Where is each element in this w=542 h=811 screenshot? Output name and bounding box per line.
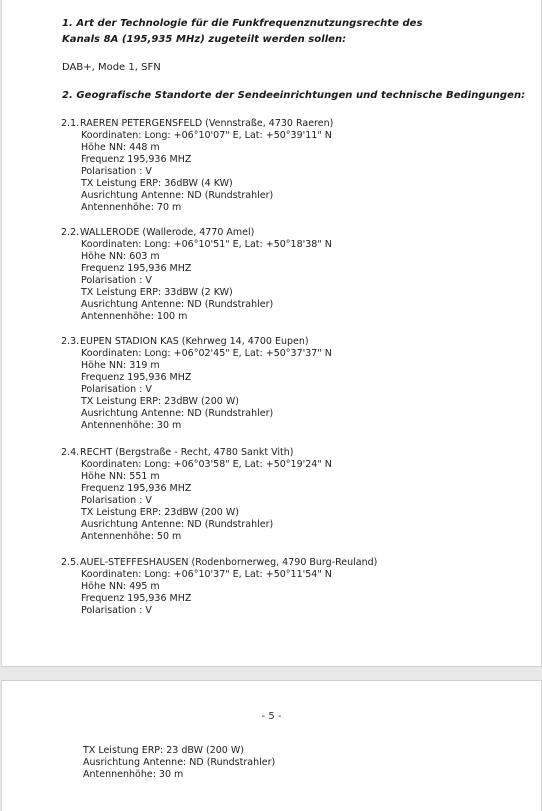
- location-title: [61, 227, 332, 239]
- tx-power: TX Leistung ERP: 23dBW (200 W): [81, 396, 239, 407]
- antenna-direction: Ausrichtung Antenne: ND (Rundstrahler): [83, 757, 276, 768]
- polarisation: Polarisation : V: [81, 605, 152, 616]
- antenna-direction: Ausrichtung Antenne: ND (Rundstrahler): [81, 408, 274, 419]
- frequency: Frequenz 195,936 MHZ: [81, 263, 192, 274]
- section-heading-2: 2. Geografische Standorte der Sendeeinrichtungen und technische Bedingungen:: [62, 90, 526, 101]
- technology-value: DAB+, Mode 1, SFN: [62, 62, 161, 73]
- antenna-height: Antennenhöhe: 70 m: [81, 202, 182, 213]
- height-nn: Höhe NN: 319 m: [81, 360, 160, 371]
- page-number: - 5 -: [261, 711, 282, 722]
- polarisation: Polarisation : V: [81, 275, 152, 286]
- coordinates: Koordinaten: Long: +06°02'45" E, Lat: +50°37'37" N: [81, 348, 332, 359]
- section-heading-1: 1. Art der Technologie für die Funkfrequenznutzungsrechte des Kanals 8A (195,935 MHz) zugeteilt werden sollen:: [62, 18, 423, 45]
- location-number: 2.1.: [61, 118, 80, 129]
- location-block-2-4: [61, 447, 332, 543]
- coordinates: Koordinaten: Long: +06°10'07" E, Lat: +50°39'11" N: [81, 130, 332, 141]
- location-name: AUEL-STEFFESHAUSEN (Rodenbornerweg, 4790 Burg-Reuland): [80, 557, 378, 568]
- document-page-4: [1, 0, 542, 667]
- polarisation: Polarisation : V: [81, 495, 152, 506]
- location-block-2-3: [61, 336, 332, 432]
- tx-power: TX Leistung ERP: 23dBW (200 W): [81, 507, 239, 518]
- location-title: [61, 447, 332, 459]
- location-block-2-5-continued: [83, 745, 275, 781]
- coordinates: Koordinaten: Long: +06°03'58" E, Lat: +50°19'24" N: [81, 459, 332, 470]
- location-name: EUPEN STADION KAS (Kehrweg 14, 4700 Eupen): [80, 336, 309, 347]
- antenna-direction: Ausrichtung Antenne: ND (Rundstrahler): [81, 299, 274, 310]
- antenna-direction: Ausrichtung Antenne: ND (Rundstrahler): [81, 519, 274, 530]
- document-page-5: [1, 680, 542, 811]
- location-block-2-1: [61, 118, 333, 214]
- polarisation: Polarisation : V: [81, 166, 152, 177]
- frequency: Frequenz 195,936 MHZ: [81, 593, 192, 604]
- location-title: [61, 557, 377, 569]
- location-name: RECHT (Bergstraße - Recht, 4780 Sankt Vith): [80, 447, 294, 458]
- location-title: [61, 118, 333, 130]
- tx-power: TX Leistung ERP: 36dBW (4 KW): [81, 178, 233, 189]
- frequency: Frequenz 195,936 MHZ: [81, 372, 192, 383]
- height-nn: Höhe NN: 448 m: [81, 142, 160, 153]
- location-number: 2.2.: [61, 227, 80, 238]
- antenna-direction: Ausrichtung Antenne: ND (Rundstrahler): [81, 190, 274, 201]
- antenna-height: Antennenhöhe: 100 m: [81, 311, 188, 322]
- frequency: Frequenz 195,936 MHZ: [81, 483, 192, 494]
- tx-power: TX Leistung ERP: 23 dBW (200 W): [83, 745, 244, 756]
- location-number: 2.4.: [61, 447, 80, 458]
- height-nn: Höhe NN: 603 m: [81, 251, 160, 262]
- height-nn: Höhe NN: 551 m: [81, 471, 160, 482]
- frequency: Frequenz 195,936 MHZ: [81, 154, 192, 165]
- antenna-height: Antennenhöhe: 30 m: [81, 420, 182, 431]
- antenna-height: Antennenhöhe: 30 m: [83, 769, 184, 780]
- location-name: WALLERODE (Wallerode, 4770 Amel): [80, 227, 255, 238]
- coordinates: Koordinaten: Long: +06°10'37" E, Lat: +50°11'54" N: [81, 569, 332, 580]
- location-block-2-5: [61, 557, 377, 617]
- coordinates: Koordinaten: Long: +06°10'51" E, Lat: +50°18'38" N: [81, 239, 332, 250]
- location-title: [61, 336, 332, 348]
- polarisation: Polarisation : V: [81, 384, 152, 395]
- location-block-2-2: [61, 227, 332, 323]
- height-nn: Höhe NN: 495 m: [81, 581, 160, 592]
- antenna-height: Antennenhöhe: 50 m: [81, 531, 182, 542]
- location-name: RAEREN PETERGENSFELD (Vennstraße, 4730 Raeren): [80, 118, 334, 129]
- tx-power: TX Leistung ERP: 33dBW (2 KW): [81, 287, 233, 298]
- location-number: 2.3.: [61, 336, 80, 347]
- location-number: 2.5.: [61, 557, 80, 568]
